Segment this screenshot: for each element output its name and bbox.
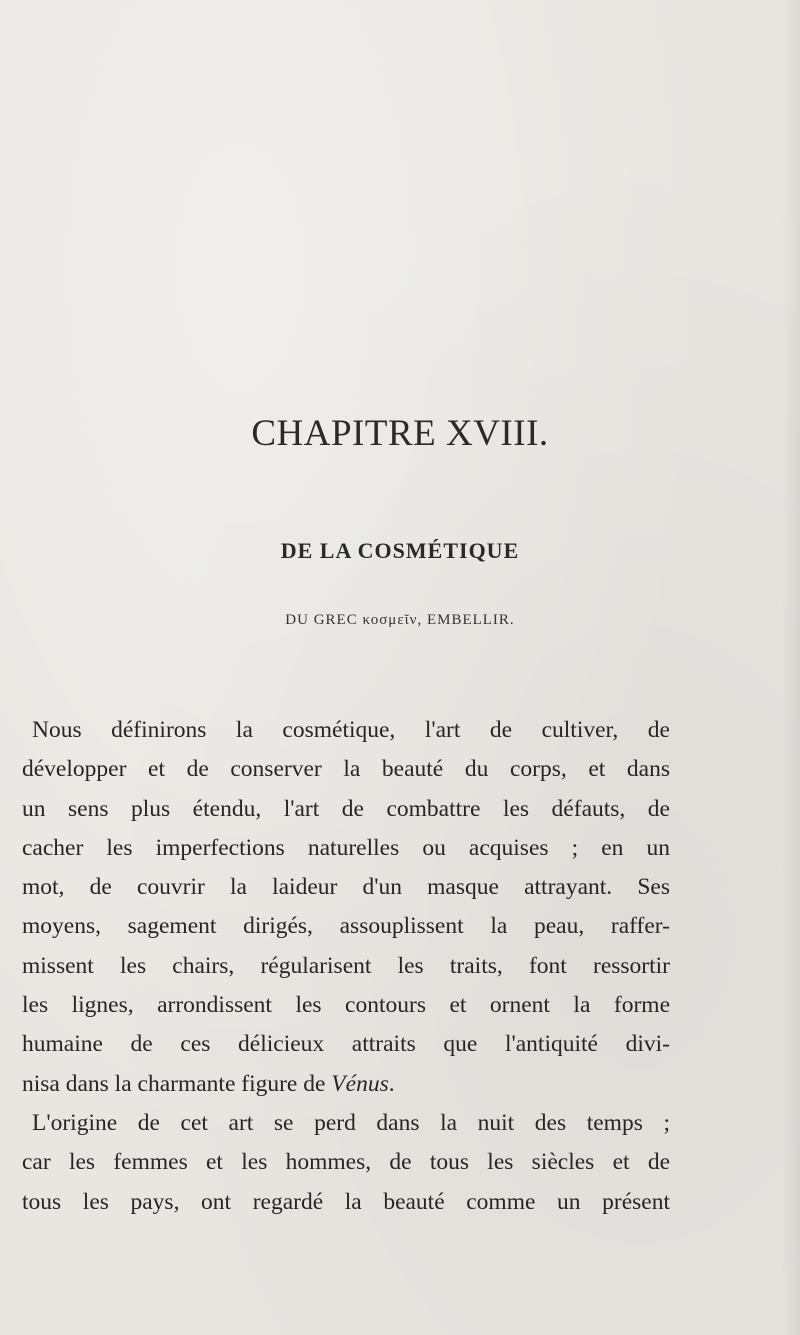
- text-line: missent les chairs, régularisent les traits, font ressortir: [22, 952, 670, 979]
- text-segment: .: [388, 1070, 395, 1097]
- text-line: moyens, sagement dirigés, assouplissent la peau, raffer-: [22, 913, 670, 940]
- text-line: mot, de couvrir la laideur d'un masque attrayant. Ses: [22, 874, 670, 901]
- chapter-title: CHAPITRE XVIII.: [251, 413, 549, 454]
- italic-word: Vénus: [331, 1070, 389, 1097]
- text-line: développer et de conserver la beauté du corps, et dans: [22, 756, 670, 783]
- body-text: [22, 711, 670, 1222]
- text-line: les lignes, arrondissent les contours et ornent la forme: [22, 992, 670, 1019]
- text-line: un sens plus étendu, l'art de combattre les défauts, de: [22, 795, 670, 822]
- text-line: car les femmes et les hommes, de tous les siècles et de: [22, 1149, 670, 1176]
- text-line: L'origine de cet art se perd dans la nuit des temps ;: [32, 1109, 670, 1136]
- text-line: [22, 1065, 670, 1104]
- text-line: cacher les imperfections naturelles ou acquises ; en un: [22, 834, 670, 861]
- section-title: DE LA COSMÉTIQUE: [280, 538, 520, 563]
- section-subtitle: DU GREC κοσμεῖν, EMBELLIR.: [285, 612, 515, 628]
- text-line: Nous définirons la cosmétique, l'art de cultiver, de: [32, 717, 670, 743]
- text-line: tous les pays, ont regardé la beauté comme un présent: [22, 1188, 670, 1215]
- text-segment: nisa dans la charmante figure de: [22, 1070, 332, 1097]
- text-line: humaine de ces délicieux attraits que l'antiquité divi-: [22, 1031, 670, 1058]
